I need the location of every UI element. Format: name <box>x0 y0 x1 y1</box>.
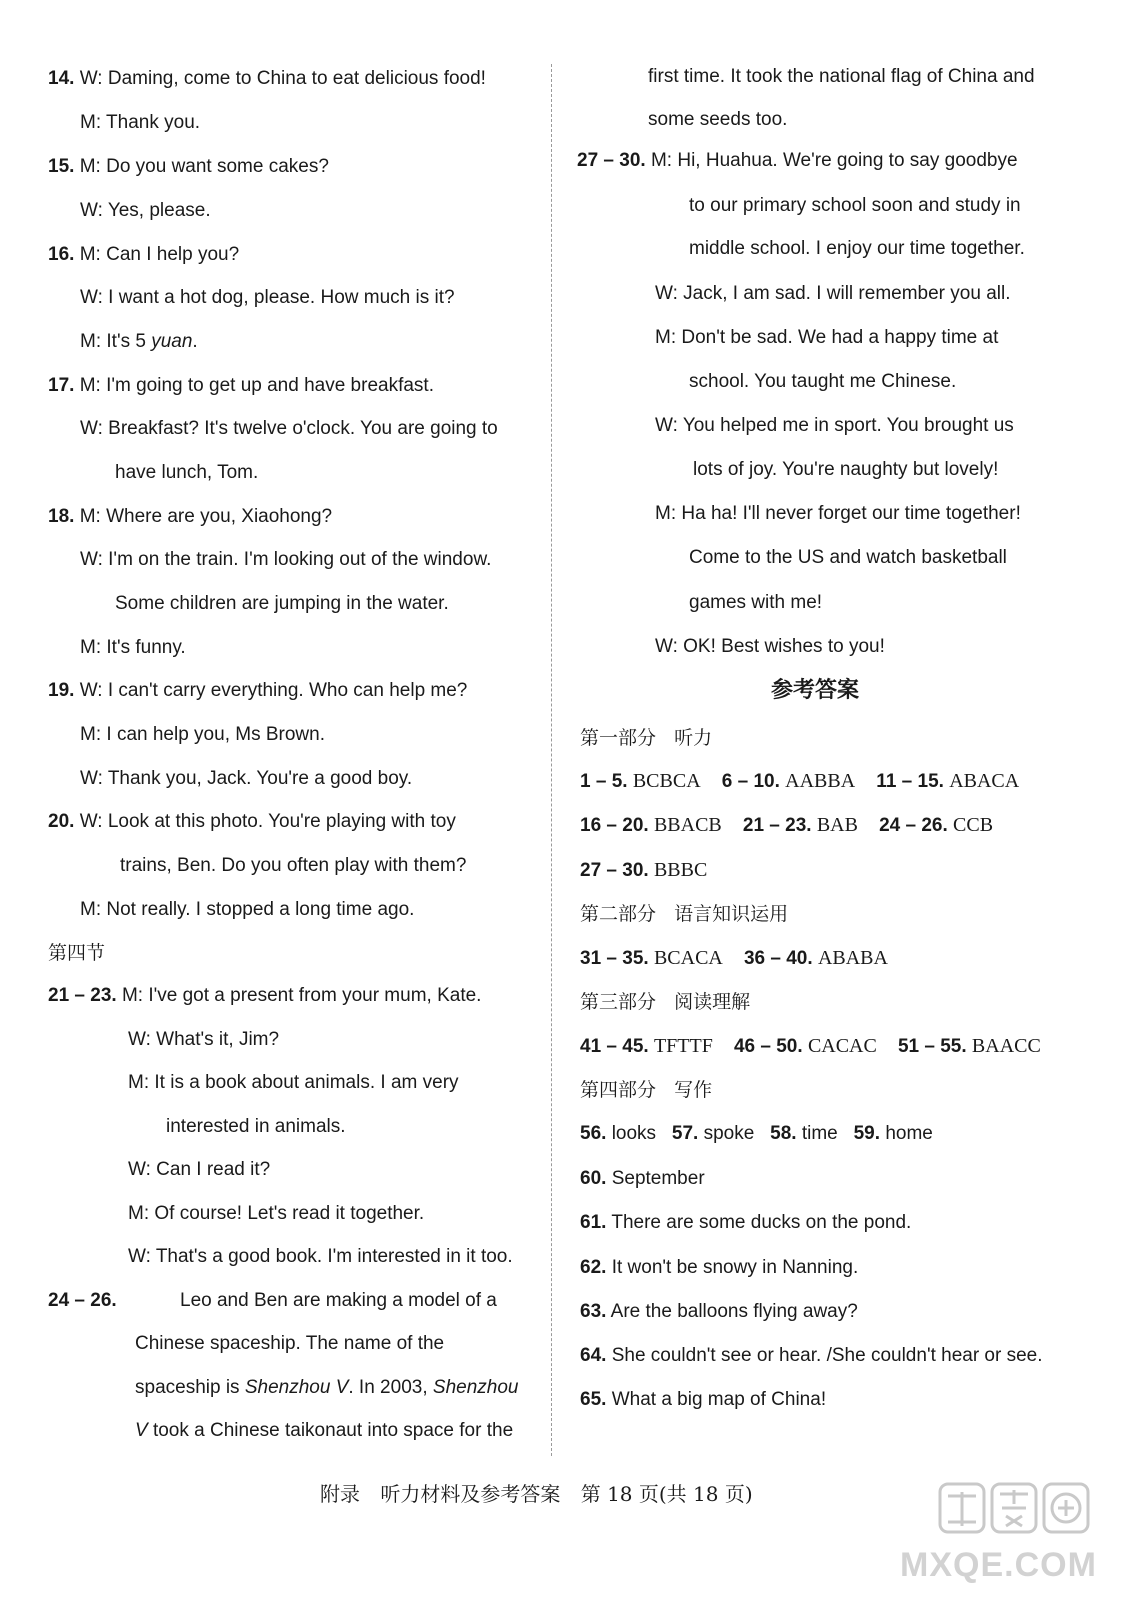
item-27-line-6: school. You taught me Chinese. <box>689 371 957 392</box>
item-18-line-1: 18. M: Where are you, Xiaohong? <box>48 506 333 527</box>
item-27-line-2: to our primary school soon and study in <box>689 195 1021 216</box>
item-17-line-1: 17. M: I'm going to get up and have breakfast. <box>48 375 434 396</box>
item-27-line-7: W: You helped me in sport. You brought us <box>655 415 1014 436</box>
item-17-line-2: W: Breakfast? It's twelve o'clock. You are going to <box>80 418 498 439</box>
answer-62: 62. It won't be snowy in Nanning. <box>580 1257 859 1278</box>
answer-64: 64. She couldn't see or hear. /She couldn't hear or see. <box>580 1345 1043 1366</box>
item-21-line-6: M: Of course! Let's read it together. <box>128 1203 425 1224</box>
answers-row-5: 41 – 45. TFTTF 46 – 50. CACAC 51 – 55. BAACC <box>580 1035 1041 1057</box>
item-27-line-5: M: Don't be sad. We had a happy time at <box>655 327 999 348</box>
item-20-line-1: 20. W: Look at this photo. You're playing with toy <box>48 811 456 832</box>
answer-63: 63. Are the balloons flying away? <box>580 1301 858 1322</box>
item-20-line-2: trains, Ben. Do you often play with them? <box>120 855 467 876</box>
part-3-heading: 第三部分 阅读理解 <box>580 991 751 1013</box>
item-19-line-2: M: I can help you, Ms Brown. <box>80 724 325 745</box>
item-24-line-1: Leo and Ben are making a model of a <box>180 1290 497 1311</box>
item-15-line-2: W: Yes, please. <box>80 200 211 221</box>
watermark-logo <box>890 1478 1115 1588</box>
item-21-line-2: W: What's it, Jim? <box>128 1029 280 1050</box>
item-21-line-1: 21 – 23. M: I've got a present from your mum, Kate. <box>48 985 482 1006</box>
answers-title: 参考答案 <box>771 678 860 703</box>
item-19-line-3: W: Thank you, Jack. You're a good boy. <box>80 768 413 789</box>
answers-row-2: 16 – 20. BBACB 21 – 23. BAB 24 – 26. CCB <box>580 814 994 836</box>
item-15-line-1: 15. M: Do you want some cakes? <box>48 156 329 177</box>
item-24-line-3: spaceship is Shenzhou V. In 2003, Shenzhou <box>135 1377 519 1398</box>
item-21-line-7: W: That's a good book. I'm interested in it too. <box>128 1246 513 1267</box>
item-24-continued-line-1: first time. It took the national flag of China and <box>648 66 1035 87</box>
item-21-line-3: M: It is a book about animals. I am very <box>128 1072 459 1093</box>
item-21-line-4: interested in animals. <box>166 1116 346 1137</box>
part-4-heading: 第四部分 写作 <box>580 1079 713 1101</box>
item-14-line-1: 14. W: Daming, come to China to eat delicious food! <box>48 68 486 89</box>
svg-text:MXQE.COM: MXQE.COM <box>900 1546 1097 1584</box>
item-27-line-11: games with me! <box>689 592 823 613</box>
item-18-line-4: M: It's funny. <box>80 637 186 658</box>
item-24-line-2: Chinese spaceship. The name of the <box>135 1333 445 1354</box>
item-16-line-1: 16. M: Can I help you? <box>48 244 240 265</box>
item-27-line-12: W: OK! Best wishes to you! <box>655 636 885 657</box>
item-27-line-8: lots of joy. You're naughty but lovely! <box>693 459 999 480</box>
footer-title: 听力材料及参考答案 <box>380 1482 561 1506</box>
page-footer <box>320 1478 767 1507</box>
item-18-line-3: Some children are jumping in the water. <box>115 593 449 614</box>
item-21-line-5: W: Can I read it? <box>128 1159 271 1180</box>
part-1-heading: 第一部分 听力 <box>580 727 713 749</box>
footer-appendix: 附录 <box>320 1482 360 1506</box>
answers-row-4: 31 – 35. BCACA 36 – 40. ABABA <box>580 947 888 969</box>
item-24-number: 24 – 26. <box>48 1290 117 1311</box>
column-divider <box>551 64 553 1456</box>
item-20-line-3: M: Not really. I stopped a long time ago. <box>80 899 415 920</box>
item-18-line-2: W: I'm on the train. I'm looking out of the window. <box>80 549 492 570</box>
section-4-heading: 第四节 <box>48 942 106 964</box>
answers-row-3: 27 – 30. BBBC <box>580 859 708 881</box>
item-16-line-3: M: It's 5 yuan. <box>80 331 198 352</box>
answers-row-1: 1 – 5. BCBCA 6 – 10. AABBA 11 – 15. ABACA <box>580 770 1020 792</box>
item-27-line-10: Come to the US and watch basketball <box>689 547 1007 568</box>
footer-page-number: 第 18 页(共 18 页) <box>580 1482 753 1506</box>
part-2-heading: 第二部分 语言知识运用 <box>580 903 789 925</box>
answer-61: 61. There are some ducks on the pond. <box>580 1212 912 1233</box>
item-27-line-9: M: Ha ha! I'll never forget our time together! <box>655 503 1021 524</box>
item-17-line-3: have lunch, Tom. <box>115 462 259 483</box>
item-27-line-3: middle school. I enjoy our time together. <box>689 238 1025 259</box>
item-27-line-4: W: Jack, I am sad. I will remember you all. <box>655 283 1011 304</box>
answers-row-6: 56. looks 57. spoke 58. time 59. home <box>580 1123 933 1144</box>
item-16-line-2: W: I want a hot dog, please. How much is it? <box>80 287 455 308</box>
answer-60: 60. September <box>580 1168 705 1189</box>
item-24-continued-line-2: some seeds too. <box>648 109 788 130</box>
answer-65: 65. What a big map of China! <box>580 1389 827 1410</box>
item-19-line-1: 19. W: I can't carry everything. Who can help me? <box>48 680 468 701</box>
item-27-line-1: 27 – 30. M: Hi, Huahua. We're going to say goodbye <box>577 150 1018 171</box>
item-14-line-2: M: Thank you. <box>80 112 201 133</box>
item-24-line-4: V took a Chinese taikonaut into space for the <box>135 1420 514 1441</box>
